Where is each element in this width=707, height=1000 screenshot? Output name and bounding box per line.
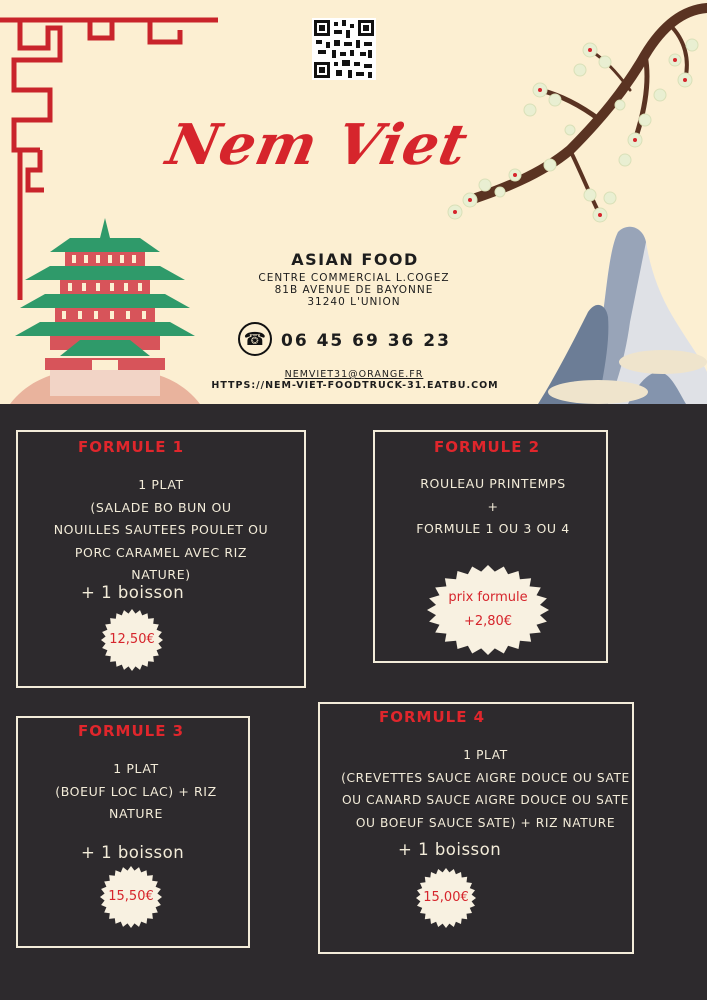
formule-4-line: (CREVETTES SAUCE AIGRE DOUCE OU SATE [341,770,630,785]
pagoda-illustration [10,218,200,404]
brand-logo-text: Nem Viet [160,112,474,178]
formule-2-line: + [487,498,499,514]
formule-3-line: 1 PLAT [113,761,159,776]
formule-4-line: OU BOEUF SAUCE SATE) + RIZ NATURE [355,815,616,830]
formule-2-line: ROULEAU PRINTEMPS [420,476,566,491]
address-line-3: 31240 L'UNION [307,296,401,308]
formule-3-line: NATURE [109,806,163,821]
formule-2-price-badge [427,565,549,655]
formule-4-drink: + 1 boisson [398,840,502,859]
header-section [0,0,707,404]
subtitle: ASIAN FOOD [291,250,419,269]
formule-1-line: NOUILLES SAUTEES POULET OU [53,522,269,537]
formule-1-line: 1 PLAT [138,477,184,492]
formule-4-line: OU CANARD SAUCE AIGRE DOUCE OU SATE [341,793,629,807]
formule-2-description [373,473,613,541]
formule-1-line: NATURE) [131,567,191,582]
qr-code-icon[interactable] [312,18,376,80]
formule-1-line: PORC CARAMEL AVEC RIZ [74,544,248,560]
formule-1-drink: + 1 boisson [81,583,185,602]
formule-1-description [16,474,306,587]
formule-4-price: 15,00€ [423,890,469,905]
formule-2-line: FORMULE 1 OU 3 OU 4 [416,521,570,536]
formule-1-line: (SALADE BO BUN OU [90,499,232,515]
website-link[interactable]: HTTPS://NEM-VIET-FOODTRUCK-31.EATBU.COM [211,380,499,391]
formule-3-line: (BOEUF LOC LAC) + RIZ [55,783,217,799]
address-line-2: 81B AVENUE DE BAYONNE [274,284,434,296]
formule-2-price: +2,80€ [463,614,513,629]
formule-1-price: 12,50€ [109,632,155,647]
formule-3-description [16,758,256,826]
phone-icon: ☎ [238,322,272,356]
formule-3-price-badge [100,866,162,928]
mountain-illustration [538,222,707,404]
address-line-1: CENTRE COMMERCIAL L.COGEZ [258,272,450,284]
formule-3-price: 15,50€ [108,889,154,904]
formule-3-drink: + 1 boisson [81,843,185,862]
formule-2-price-label: prix formule [448,590,528,605]
email-link[interactable]: NEMVIET31@ORANGE.FR [284,369,424,380]
formule-1-price-badge [101,609,163,671]
formule-2-title: FORMULE 2 [434,438,541,456]
formule-4-description [328,744,643,834]
formule-4-price-badge [416,868,476,928]
formule-4-title: FORMULE 4 [379,708,486,726]
formule-4-line: 1 PLAT [463,748,508,762]
phone-number[interactable]: 06 45 69 36 23 [281,331,451,351]
formule-1-title: FORMULE 1 [78,438,185,456]
formule-3-title: FORMULE 3 [78,722,185,740]
